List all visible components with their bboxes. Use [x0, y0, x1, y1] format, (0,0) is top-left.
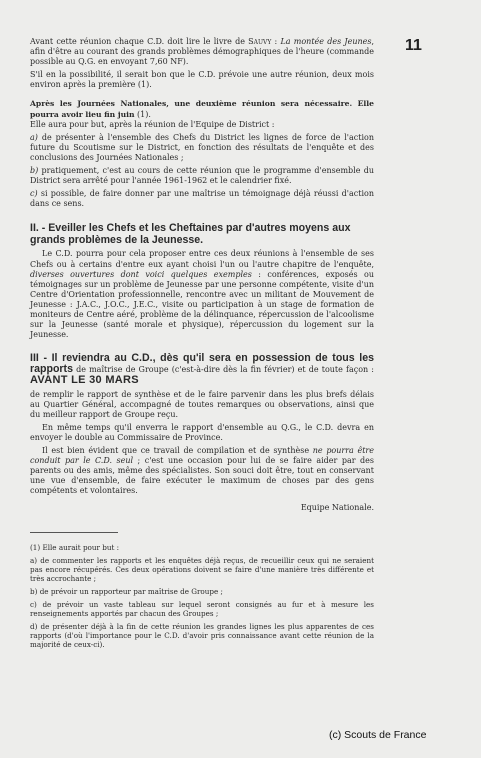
list-item-b: b) pratiquement, c'est au cours de cette réunion que le programme d'ensemble du District sera arrêté pour l'année 1961-1962 et le calendrier fixé. — [30, 166, 374, 186]
section-3-paragraph-1: de remplir le rapport de synthèse et de le faire parvenir dans les plus brefs délais au Quartier Général, accompagné de toutes remarques ou observations, ainsi que du meilleur rapport de Groupe reçu. — [30, 389, 374, 419]
footnote-item: c) de prévoir un vaste tableau sur lequel seront consignés au fur et à mesure les renseignements apportés par chacun des Groupes ; — [30, 599, 374, 618]
footnote-item: b) de prévoir un rapporteur par maîtrise de Groupe ; — [30, 586, 223, 596]
emphasis-phrase: ne pourra être conduit par le C.D. seul — [30, 446, 374, 466]
section-3-heading: III - Il reviendra au C.D., dès qu'il sera en possession de tous les rapports de maîtrise de Groupe (c'est-à-dire dès la fin février) et de toute façon : AVANT LE 30 MARS — [30, 352, 374, 387]
list-item-c: c) si possible, de faire donner par une maîtrise un témoignage déjà réussi d'action dans ce sens. — [30, 189, 374, 209]
footnote-item: a) de commenter les rapports et les enquêtes déjà reçus, de recueillir ceux qui ne seraient pas encore récupérés. Ces deux opérations doivent se faire d'une manière très différente et très accrochante ; — [30, 555, 374, 583]
section-3-paragraph-2: En même temps qu'il enverra le rapport d'ensemble au Q.G., le C.D. devra en envoyer le double au Commissaire de Province. — [30, 422, 374, 442]
book-title: La montée des Jeunes — [280, 37, 372, 46]
footnote-item: d) de présenter déjà à la fin de cette réunion les grandes lignes les plus apparentes de ces rapports (d'où l'importance pour le C.D. d'avoir pris connaissance avant cette réunion de la majorité de ceux-ci). — [30, 621, 374, 649]
list-item-a: a) de présenter à l'ensemble des Chefs du District les lignes de force de l'action future du Scoutisme sur le District, en fonction des résultats de l'enquête et des conclusions des Journées Nationales ; — [30, 132, 374, 162]
footnote-divider — [30, 532, 118, 533]
second-meeting-heading: Après les Journées Nationales, une deuxième réunion sera nécessaire. Elle pourra avoir lieu fin juin (1). — [30, 99, 374, 119]
signature: Equipe Nationale. — [300, 503, 374, 513]
section-2-heading: II. - Eveiller les Chefs et les Cheftaines par d'autres moyens aux grands problèmes de la Jeunesse. — [30, 222, 351, 247]
footnote-intro: (1) Elle aurait pour but : — [30, 542, 120, 552]
footnotes — [30, 543, 374, 649]
document-body — [30, 37, 374, 653]
second-meeting-note: S'il en la possibilité, il serait bon que le C.D. prévoie une autre réunion, deux mois environ après la première (1). — [30, 70, 374, 90]
intro-paragraph: Avant cette réunion chaque C.D. doit lire le livre de Sauvy : La montée des Jeunes, afin d'être au courant des grands problèmes démographiques de l'heure (commande possible au Q.G. en envoyant 7,60 NF). — [30, 37, 375, 67]
examples-phrase: diverses ouvertures dont voici quelques exemples — [30, 269, 252, 279]
section-3-paragraph-3: Il est bien évident que ce travail de compilation et de synthèse ne pourra être conduit par le C.D. seul ; c'est une occasion pour lui de se faire aider par des parents ou des amis, même des spécialistes. Son souci doit être, tout en conservant une vue d'ensemble, de faire exécuter le maximum de choses par des gens compétents et volontaires. — [30, 446, 374, 496]
deadline-text: AVANT LE 30 MARS — [30, 374, 139, 387]
page-number: 11 — [405, 37, 422, 54]
copyright-notice: (c) Scouts de France — [329, 729, 427, 741]
section-2-paragraph: Le C.D. pourra pour cela proposer entre ces deux réunions à l'ensemble de ses Chefs ou à certains d'entre eux ayant choisi l'un ou l'autre chapitre de l'enquête, diverses ouvertures dont voici quelques exemples : conférences, exposés ou témoignages sur un problème de Jeunesse par une personne compétente, visite d'un Centre d'Orientation professionnelle, rencontre avec un militant de Mouvement de Jeunesse : J.A.C., J.O.C., J.E.C., visite ou participation à un stage de formation de moniteurs de Centre aéré, problème de la délinquance, répercussion de l'alcoolisme sur la Jeunesse (santé morale et physique), répercussion du logement sur la Jeunesse. — [30, 249, 374, 340]
second-meeting-intro: Elle aura pour but, après la réunion de l'Equipe de District : — [30, 119, 275, 129]
author-name: Sauvy — [248, 37, 272, 46]
